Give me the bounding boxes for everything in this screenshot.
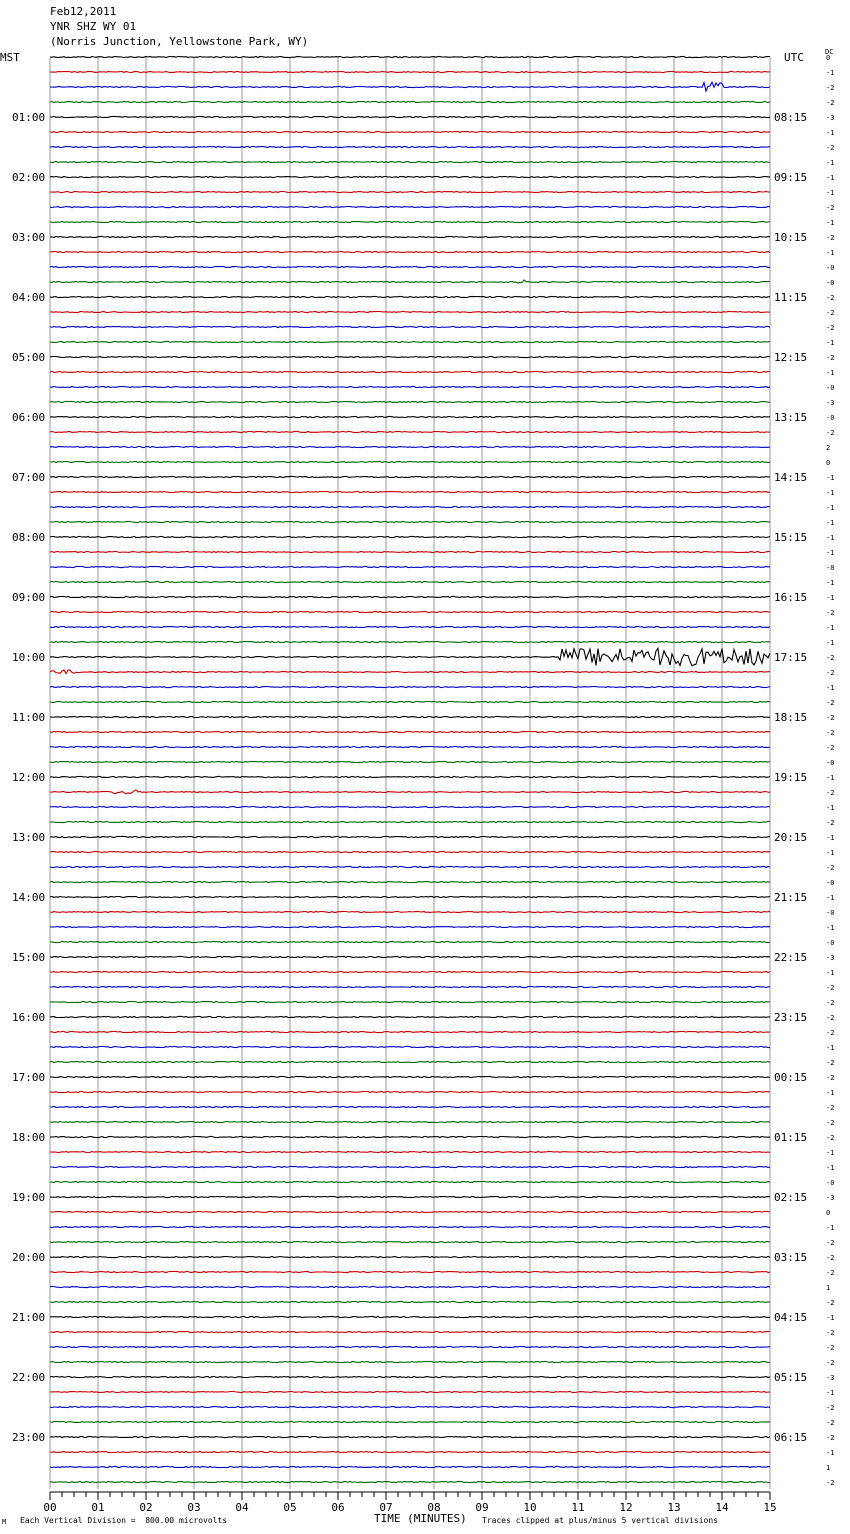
dc-offset-label: -2 <box>826 999 835 1007</box>
dc-offset-label: -2 <box>826 234 835 242</box>
trace-line <box>50 431 770 432</box>
dc-offset-label: -1 <box>826 189 835 197</box>
utc-hour-label: 00:15 <box>774 1071 808 1084</box>
x-tick-label: 09 <box>475 1501 489 1514</box>
utc-hour-label: 17:15 <box>774 651 808 664</box>
trace-line <box>50 236 770 237</box>
trace-line <box>50 1271 770 1272</box>
utc-hour-label: 10:15 <box>774 231 808 244</box>
utc-hour-label: 01:15 <box>774 1131 808 1144</box>
mst-hour-label: 18:00 <box>12 1131 46 1144</box>
utc-hour-label: 20:15 <box>774 831 808 844</box>
x-tick-label: 12 <box>619 1501 633 1514</box>
trace-line <box>50 356 770 357</box>
dc-offset-label: -1 <box>826 1089 835 1097</box>
dc-offset-label: -1 <box>826 369 835 377</box>
trace-line <box>50 416 770 417</box>
trace-line <box>50 1091 770 1092</box>
utc-hour-label: 21:15 <box>774 891 808 904</box>
mst-hour-label: 14:00 <box>12 891 46 904</box>
trace-line <box>50 1166 770 1167</box>
trace-line <box>50 326 770 327</box>
mst-hour-label: 04:00 <box>12 291 46 304</box>
trace-line <box>50 206 770 207</box>
utc-hour-label: 15:15 <box>774 531 808 544</box>
mst-hour-label: 07:00 <box>12 471 46 484</box>
mst-hour-label: 21:00 <box>12 1311 46 1324</box>
dc-offset-label: -1 <box>826 1149 835 1157</box>
dc-offset-label: -1 <box>826 534 835 542</box>
trace-line <box>50 1061 770 1062</box>
dc-offset-label: -2 <box>826 714 835 722</box>
x-tick-label: 00 <box>43 1501 57 1514</box>
trace-line <box>50 1046 770 1047</box>
trace-line <box>50 491 770 492</box>
trace-line <box>50 386 770 387</box>
mst-hour-label: 23:00 <box>12 1431 46 1444</box>
trace-line <box>50 1256 770 1257</box>
dc-offset-label: -1 <box>826 174 835 182</box>
dc-offset-label: -2 <box>826 309 835 317</box>
mst-hour-label: 16:00 <box>12 1011 46 1024</box>
mst-hour-label: 05:00 <box>12 351 46 364</box>
trace-line <box>50 1196 770 1197</box>
trace-line <box>50 566 770 567</box>
dc-offset-label: -1 <box>826 474 835 482</box>
trace-line <box>50 296 770 297</box>
dc-offset-label: -2 <box>826 1269 835 1277</box>
utc-zone-label: UTC <box>784 51 804 64</box>
dc-offset-label: -1 <box>826 624 835 632</box>
x-tick-label: 11 <box>571 1501 585 1514</box>
trace-line <box>50 1361 770 1362</box>
record-date: Feb12,2011 <box>50 5 117 18</box>
mst-hour-label: 11:00 <box>12 711 46 724</box>
utc-hour-label: 06:15 <box>774 1431 808 1444</box>
footer-mark: M <box>2 1518 7 1526</box>
dc-offset-label: -2 <box>826 1119 835 1127</box>
dc-offset-label: -2 <box>826 1059 835 1067</box>
trace-line <box>50 1316 770 1317</box>
x-tick-label: 04 <box>235 1501 249 1514</box>
utc-hour-label: 22:15 <box>774 951 808 964</box>
dc-offset-label: -2 <box>826 984 835 992</box>
trace-line <box>50 536 770 537</box>
mst-hour-label: 01:00 <box>12 111 46 124</box>
trace-line <box>50 1451 770 1452</box>
utc-hour-label: 03:15 <box>774 1251 808 1264</box>
x-tick-label: 03 <box>187 1501 201 1514</box>
trace-line <box>50 131 770 132</box>
dc-offset-label: -2 <box>826 144 835 152</box>
dc-offset-label: -2 <box>826 1359 835 1367</box>
dc-offset-label: -1 <box>826 1224 835 1232</box>
dc-offset-label: -1 <box>826 1044 835 1052</box>
dc-offset-label: -2 <box>826 1239 835 1247</box>
dc-offset-label: -1 <box>826 519 835 527</box>
trace-line <box>50 446 770 447</box>
dc-offset-label: -1 <box>826 1389 835 1397</box>
utc-hour-label: 18:15 <box>774 711 808 724</box>
trace-line <box>50 146 770 147</box>
trace-line <box>50 986 770 987</box>
dc-offset-label: -3 <box>826 114 835 122</box>
mst-hour-label: 20:00 <box>12 1251 46 1264</box>
trace-line <box>50 1121 770 1122</box>
mst-hour-label: 10:00 <box>12 651 46 664</box>
dc-offset-label: -2 <box>826 1299 835 1307</box>
utc-hour-label: 11:15 <box>774 291 808 304</box>
dc-offset-label: -2 <box>826 324 835 332</box>
dc-offset-label: -2 <box>826 609 835 617</box>
dc-offset-label: -0 <box>826 279 835 287</box>
x-tick-label: 10 <box>523 1501 537 1514</box>
dc-offset-label: -1 <box>826 69 835 77</box>
station-code: YNR SHZ WY 01 <box>50 20 137 33</box>
mst-zone-label: MST <box>0 51 20 64</box>
dc-offset-label: -0 <box>826 564 835 572</box>
utc-hour-label: 16:15 <box>774 591 808 604</box>
dc-offset-label: -1 <box>826 774 835 782</box>
dc-offset-label: -2 <box>826 1434 835 1442</box>
trace-line <box>50 1391 770 1392</box>
dc-offset-label: -1 <box>826 504 835 512</box>
dc-offset-label: -2 <box>826 354 835 362</box>
dc-offset-label: -1 <box>826 969 835 977</box>
trace-line <box>50 581 770 582</box>
mst-hour-label: 22:00 <box>12 1371 46 1384</box>
trace-line <box>50 1436 770 1437</box>
x-tick-label: 08 <box>427 1501 441 1514</box>
dc-offset-label: -2 <box>826 1104 835 1112</box>
dc-offset-label: -1 <box>826 579 835 587</box>
dc-offset-label: 1 <box>826 1464 831 1472</box>
trace-line <box>50 476 770 477</box>
trace-line <box>50 461 770 462</box>
trace-line <box>50 956 770 957</box>
trace-line <box>50 56 770 57</box>
dc-offset-label: -2 <box>826 99 835 107</box>
utc-hour-label: 05:15 <box>774 1371 808 1384</box>
dc-offset-label: -2 <box>826 1134 835 1142</box>
x-tick-label: 13 <box>667 1501 681 1514</box>
clip-note: Traces clipped at plus/minus 5 vertical divisions <box>482 1516 719 1525</box>
trace-line <box>50 626 770 627</box>
utc-hour-label: 23:15 <box>774 1011 808 1024</box>
mst-hour-label: 06:00 <box>12 411 46 424</box>
dc-offset-label: -0 <box>826 759 835 767</box>
trace-line <box>50 1031 770 1032</box>
utc-hour-label: 19:15 <box>774 771 808 784</box>
trace-line <box>50 161 770 162</box>
mst-hour-label: 09:00 <box>12 591 46 604</box>
dc-offset-label: -2 <box>826 294 835 302</box>
dc-offset-label: 1 <box>826 1284 831 1292</box>
trace-line <box>50 280 770 283</box>
trace-line <box>50 1301 770 1302</box>
trace-line <box>50 82 770 91</box>
dc-offset-label: -2 <box>826 864 835 872</box>
trace-line <box>50 176 770 177</box>
trace-line <box>50 251 770 252</box>
dc-offset-label: -2 <box>826 819 835 827</box>
utc-hour-label: 14:15 <box>774 471 808 484</box>
dc-offset-label: -1 <box>826 894 835 902</box>
utc-hour-label: 13:15 <box>774 411 808 424</box>
x-tick-label: 01 <box>91 1501 105 1514</box>
trace-line <box>50 116 770 117</box>
trace-line <box>50 761 770 762</box>
dc-offset-label: -2 <box>826 204 835 212</box>
dc-offset-label: -1 <box>826 804 835 812</box>
dc-offset-label: -1 <box>826 684 835 692</box>
vertical-division-note: Each Vertical Division = 800.00 microvolts <box>20 1516 228 1525</box>
trace-line <box>50 551 770 552</box>
trace-line <box>50 191 770 192</box>
trace-line <box>50 1211 770 1212</box>
dc-offset-label: -0 <box>826 384 835 392</box>
dc-offset-label: 0 <box>826 54 831 62</box>
trace-line <box>50 971 770 972</box>
utc-hour-label: 02:15 <box>774 1191 808 1204</box>
dc-offset-label: -2 <box>826 84 835 92</box>
trace-line <box>50 596 770 597</box>
trace-line <box>50 266 770 267</box>
trace-line <box>50 221 770 222</box>
trace-line <box>50 881 770 882</box>
dc-offset-label: -2 <box>826 1329 835 1337</box>
dc-offset-label: -2 <box>826 744 835 752</box>
trace-line <box>50 101 770 102</box>
trace-line <box>50 1241 770 1242</box>
trace-line <box>50 1181 770 1182</box>
trace-line <box>50 401 770 402</box>
dc-offset-label: 0 <box>826 459 831 467</box>
trace-line <box>50 521 770 522</box>
dc-offset-label: -3 <box>826 1194 835 1202</box>
mst-hour-label: 08:00 <box>12 531 46 544</box>
dc-offset-label: 0 <box>826 1209 831 1217</box>
dc-offset-label: -1 <box>826 594 835 602</box>
trace-line <box>50 836 770 837</box>
dc-offset-label: -2 <box>826 1479 835 1487</box>
mst-hour-label: 19:00 <box>12 1191 46 1204</box>
trace-line <box>50 896 770 897</box>
utc-hour-label: 08:15 <box>774 111 808 124</box>
dc-offset-label: -2 <box>826 699 835 707</box>
trace-line <box>50 1001 770 1002</box>
dc-offset-label: -0 <box>826 909 835 917</box>
dc-offset-label: -1 <box>826 924 835 932</box>
dc-offset-label: -0 <box>826 879 835 887</box>
trace-line <box>50 686 770 687</box>
trace-line <box>50 611 770 612</box>
dc-offset-label: -2 <box>826 1014 835 1022</box>
trace-line <box>50 1016 770 1017</box>
dc-offset-label: -2 <box>826 1404 835 1412</box>
x-tick-label: 07 <box>379 1501 393 1514</box>
mst-hour-label: 02:00 <box>12 171 46 184</box>
trace-line <box>50 1331 770 1332</box>
station-location: (Norris Junction, Yellowstone Park, WY) <box>50 35 309 48</box>
dc-offset-label: -3 <box>826 954 835 962</box>
dc-offset-label: -1 <box>826 1449 835 1457</box>
trace-line <box>50 648 770 666</box>
x-tick-label: 14 <box>715 1501 729 1514</box>
trace-line <box>50 1376 770 1377</box>
dc-offset-label: -2 <box>826 1419 835 1427</box>
trace-line <box>50 716 770 717</box>
trace-line <box>50 821 770 822</box>
mst-hour-label: 17:00 <box>12 1071 46 1084</box>
trace-line <box>50 790 770 794</box>
dc-offset-label: 2 <box>826 444 831 452</box>
trace-line <box>50 506 770 507</box>
x-tick-label: 02 <box>139 1501 153 1514</box>
trace-line <box>50 1136 770 1137</box>
trace-line <box>50 1466 770 1467</box>
trace-line <box>50 701 770 702</box>
dc-offset-label: -1 <box>826 129 835 137</box>
dc-offset-label: -3 <box>826 1374 835 1382</box>
dc-offset-label: -2 <box>826 729 835 737</box>
trace-line <box>50 311 770 312</box>
mst-hour-label: 13:00 <box>12 831 46 844</box>
dc-offset-label: -3 <box>826 399 835 407</box>
dc-offset-label: -1 <box>826 339 835 347</box>
dc-offset-label: -1 <box>826 1164 835 1172</box>
trace-line <box>50 866 770 867</box>
trace-line <box>50 1346 770 1347</box>
dc-offset-label: -0 <box>826 1179 835 1187</box>
dc-offset-label: -2 <box>826 1254 835 1262</box>
dc-offset-label: -1 <box>826 549 835 557</box>
dc-offset-label: -2 <box>826 669 835 677</box>
mst-hour-label: 15:00 <box>12 951 46 964</box>
x-tick-label: 15 <box>763 1501 777 1514</box>
dc-offset-label: -1 <box>826 1314 835 1322</box>
trace-line <box>50 746 770 747</box>
trace-line <box>50 851 770 852</box>
dc-offset-label: -1 <box>826 219 835 227</box>
dc-offset-label: -1 <box>826 834 835 842</box>
utc-hour-label: 12:15 <box>774 351 808 364</box>
trace-line <box>50 1481 770 1482</box>
dc-offset-label: -1 <box>826 159 835 167</box>
dc-offset-label: -2 <box>826 789 835 797</box>
trace-line <box>50 1406 770 1407</box>
trace-line <box>50 911 770 912</box>
utc-hour-label: 09:15 <box>774 171 808 184</box>
dc-offset-label: -2 <box>826 1344 835 1352</box>
trace-line <box>50 670 770 674</box>
trace-line <box>50 1421 770 1422</box>
x-axis-title: TIME (MINUTES) <box>374 1512 467 1525</box>
dc-offset-label: -1 <box>826 849 835 857</box>
dc-offset-label: -2 <box>826 654 835 662</box>
trace-line <box>50 806 770 807</box>
mst-hour-label: 12:00 <box>12 771 46 784</box>
dc-offset-label: -2 <box>826 1074 835 1082</box>
x-tick-label: 05 <box>283 1501 297 1514</box>
trace-line <box>50 1226 770 1227</box>
x-tick-label: 06 <box>331 1501 345 1514</box>
trace-line <box>50 371 770 372</box>
dc-offset-label: -0 <box>826 264 835 272</box>
trace-line <box>50 1151 770 1152</box>
trace-line <box>50 1106 770 1107</box>
trace-line <box>50 71 770 72</box>
trace-line <box>50 1076 770 1077</box>
dc-offset-label: -1 <box>826 489 835 497</box>
dc-offset-label: -0 <box>826 939 835 947</box>
dc-offset-label: -1 <box>826 639 835 647</box>
trace-line <box>50 1286 770 1287</box>
dc-offset-label: -2 <box>826 1029 835 1037</box>
mst-hour-label: 03:00 <box>12 231 46 244</box>
dc-offset-label: -1 <box>826 249 835 257</box>
trace-line <box>50 641 770 642</box>
dc-offset-header: DC <box>825 48 834 56</box>
trace-line <box>50 926 770 927</box>
trace-line <box>50 941 770 942</box>
trace-line <box>50 731 770 732</box>
trace-line <box>50 341 770 342</box>
utc-hour-label: 04:15 <box>774 1311 808 1324</box>
dc-offset-label: -0 <box>826 414 835 422</box>
dc-offset-label: -2 <box>826 429 835 437</box>
trace-line <box>50 776 770 777</box>
